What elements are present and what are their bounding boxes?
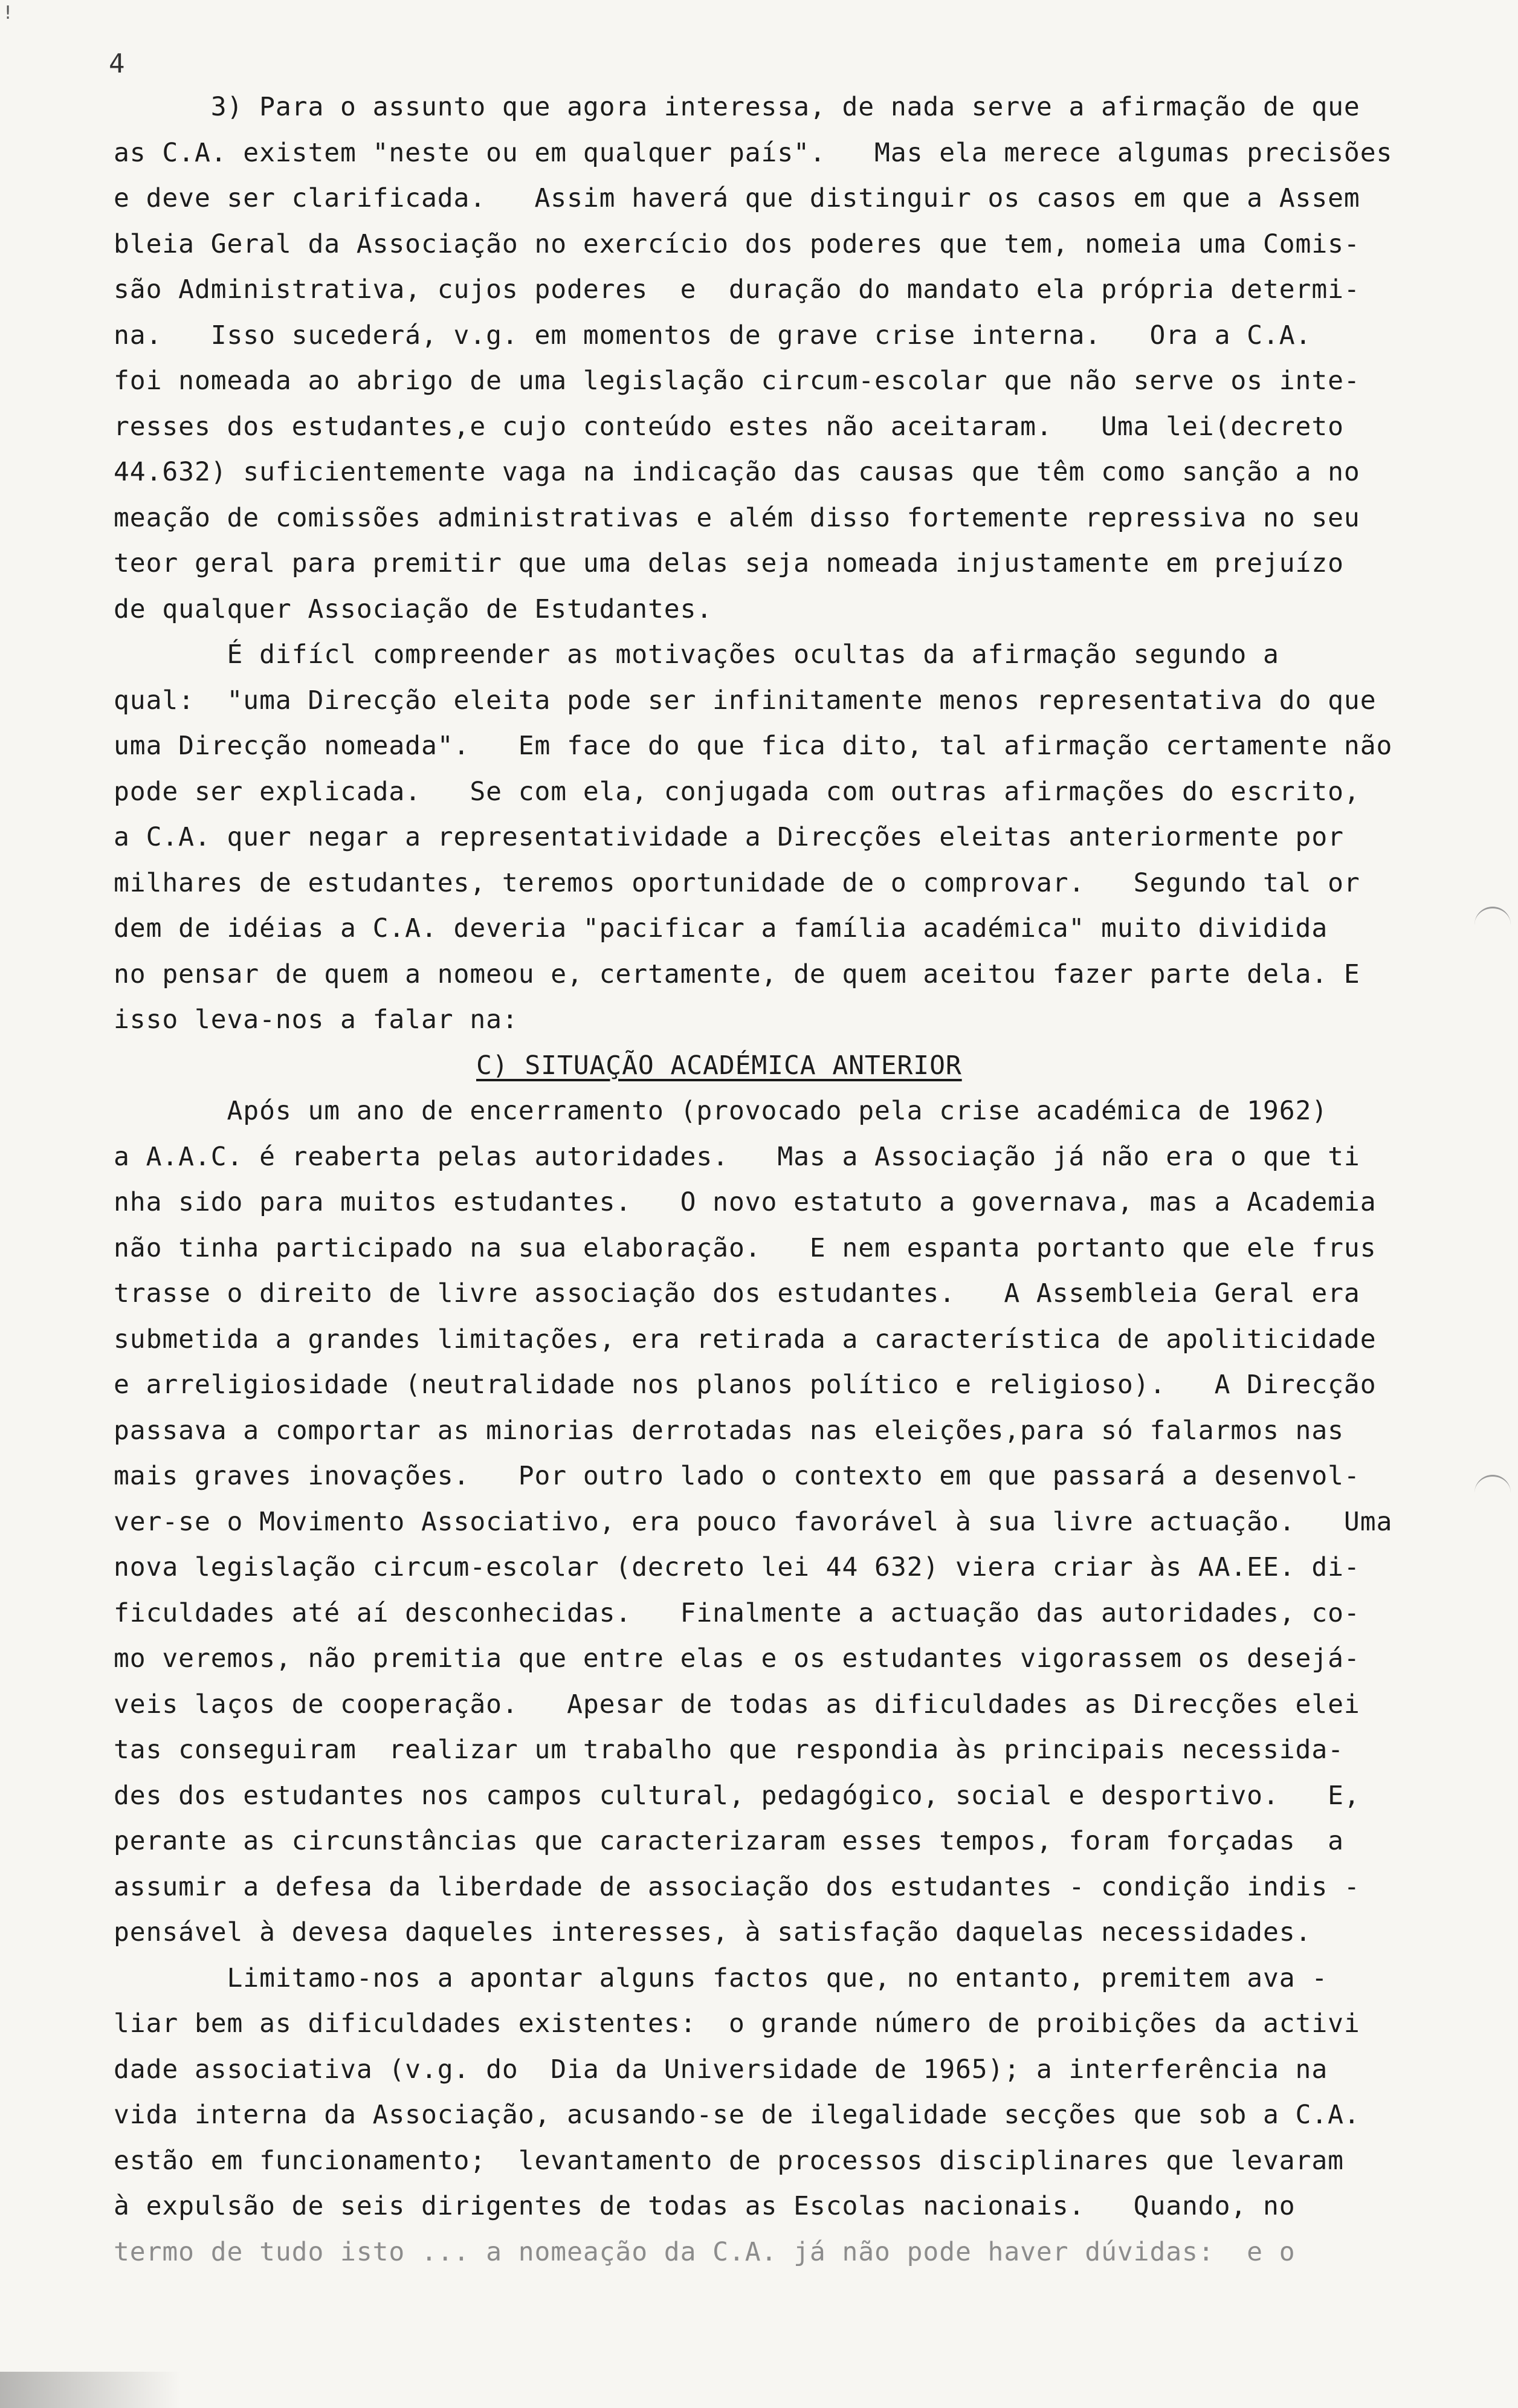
text-line: perante as circunstâncias que caracterizaram esses tempos, foram forçadas a — [114, 1826, 1344, 1856]
text-line: trasse o direito de livre associação dos estudantes. A Assembleia Geral era — [114, 1278, 1360, 1309]
text-line: foi nomeada ao abrigo de uma legislação circum-escolar que não serve os inte- — [114, 366, 1360, 396]
text-line: ver-se o Movimento Associativo, era pouco favorável à sua livre actuação. Uma — [114, 1506, 1393, 1537]
margin-mark — [1474, 1475, 1511, 1495]
text-line: vida interna da Associação, acusando-se de ilegalidade secções que sob a C.A. — [114, 2100, 1360, 2130]
text-line: não tinha participado na sua elaboração. E nem espanta portanto que ele frus — [114, 1232, 1377, 1263]
text-line: à expulsão de seis dirigentes de todas as Escolas nacionais. Quando, no — [114, 2191, 1296, 2221]
text-line: des dos estudantes nos campos cultural, pedagógico, social e desportivo. E, — [114, 1780, 1360, 1811]
text-line: meação de comissões administrativas e além disso fortemente repressiva no seu — [114, 502, 1360, 533]
text-line: veis laços de cooperação. Apesar de todas as dificuldades as Direcções elei — [114, 1689, 1360, 1720]
text-line: de qualquer Associação de Estudantes. — [114, 594, 713, 624]
text-line: dade associativa (v.g. do Dia da Universidade de 1965); a interferência na — [114, 2054, 1328, 2085]
text-line: a C.A. quer negar a representatividade a Direcções eleitas anteriormente por — [114, 822, 1344, 852]
text-line: no pensar de quem a nomeou e, certamente, de quem aceitou fazer parte dela. E — [114, 959, 1360, 989]
text-line: submetida a grandes limitações, era retirada a característica de apoliticidade — [114, 1324, 1377, 1354]
text-line: milhares de estudantes, teremos oportunidade de o comprovar. Segundo tal or — [114, 867, 1360, 898]
margin-mark — [1474, 907, 1511, 927]
text-line: liar bem as dificuldades existentes: o grande número de proibições da activi — [114, 2008, 1360, 2039]
text-line: mo veremos, não premitia que entre elas e os estudantes vigorassem os desejá- — [114, 1643, 1360, 1674]
text-line: nha sido para muitos estudantes. O novo estatuto a governava, mas a Academia — [114, 1187, 1377, 1217]
scan-smudge — [0, 2372, 181, 2408]
paragraphs-before-heading — [114, 85, 1401, 1043]
text-line: termo de tudo isto ... a nomeação da C.A. já não pode haver dúvidas: e o — [114, 2236, 1296, 2267]
text-line: assumir a defesa da liberdade de associação dos estudantes - condição indis - — [114, 1871, 1360, 1902]
text-line: e arreligiosidade (neutralidade nos planos político e religioso). A Direcção — [114, 1370, 1377, 1400]
section-heading — [114, 1043, 1401, 1089]
document-body — [114, 85, 1401, 2275]
text-line: qual: "uma Direcção eleita pode ser infinitamente menos representativa do que — [114, 685, 1377, 716]
text-line: resses dos estudantes,e cujo conteúdo estes não aceitaram. Uma lei(decreto — [114, 411, 1344, 442]
text-line: as C.A. existem "neste ou em qualquer país". Mas ela merece algumas precisões — [114, 137, 1393, 168]
section-heading-text: C) SITUAÇÃO ACADÉMICA ANTERIOR — [476, 1050, 962, 1081]
text-line: passava a comportar as minorias derrotadas nas eleições,para só falarmos nas — [114, 1415, 1344, 1446]
text-line: e deve ser clarificada. Assim haverá que distinguir os casos em que a Assem — [114, 183, 1360, 213]
page-number: 4 — [109, 48, 125, 79]
text-line: uma Direcção nomeada". Em face do que fica dito, tal afirmação certamente não — [114, 731, 1393, 761]
text-line: a A.A.C. é reaberta pelas autoridades. Mas a Associação já não era o que ti — [114, 1141, 1360, 1172]
text-line: nova legislação circum-escolar (decreto lei 44 632) viera criar às AA.EE. di- — [114, 1552, 1360, 1582]
paragraphs-after-heading — [114, 1089, 1401, 2275]
corner-mark: ! — [2, 2, 14, 24]
text-line: Limitamo-nos a apontar alguns factos que, no entanto, premitem ava - — [114, 1963, 1328, 1993]
text-line: isso leva-nos a falar na: — [114, 1005, 518, 1035]
text-line: 3) Para o assunto que agora interessa, de nada serve a afirmação de que — [114, 92, 1360, 122]
text-line: pensável à devesa daqueles interesses, à satisfação daquelas necessidades. — [114, 1917, 1312, 1947]
text-line: dem de idéias a C.A. deveria "pacificar a família académica" muito dividida — [114, 913, 1328, 943]
text-line: na. Isso sucederá, v.g. em momentos de grave crise interna. Ora a C.A. — [114, 320, 1312, 351]
text-line: mais graves inovações. Por outro lado o contexto em que passará a desenvol- — [114, 1461, 1360, 1491]
text-line: tas conseguiram realizar um trabalho que respondia às principais necessida- — [114, 1735, 1344, 1765]
text-line: pode ser explicada. Se com ela, conjugada com outras afirmações do escrito, — [114, 776, 1360, 807]
text-line: É difícl compreender as motivações ocultas da afirmação segundo a — [114, 639, 1279, 670]
text-line: Após um ano de encerramento (provocado pela crise académica de 1962) — [114, 1096, 1328, 1126]
text-line: bleia Geral da Associação no exercício dos poderes que tem, nomeia uma Comis- — [114, 228, 1360, 259]
text-line: 44.632) suficientemente vaga na indicação das causas que têm como sanção a no — [114, 457, 1360, 487]
text-line: estão em funcionamento; levantamento de processos disciplinares que levaram — [114, 2145, 1344, 2176]
text-line: teor geral para premitir que uma delas seja nomeada injustamente em prejuízo — [114, 548, 1344, 578]
text-line: são Administrativa, cujos poderes e duração do mandato ela própria determi- — [114, 274, 1360, 305]
text-line: ficuldades até aí desconhecidas. Finalmente a actuação das autoridades, co- — [114, 1597, 1360, 1628]
